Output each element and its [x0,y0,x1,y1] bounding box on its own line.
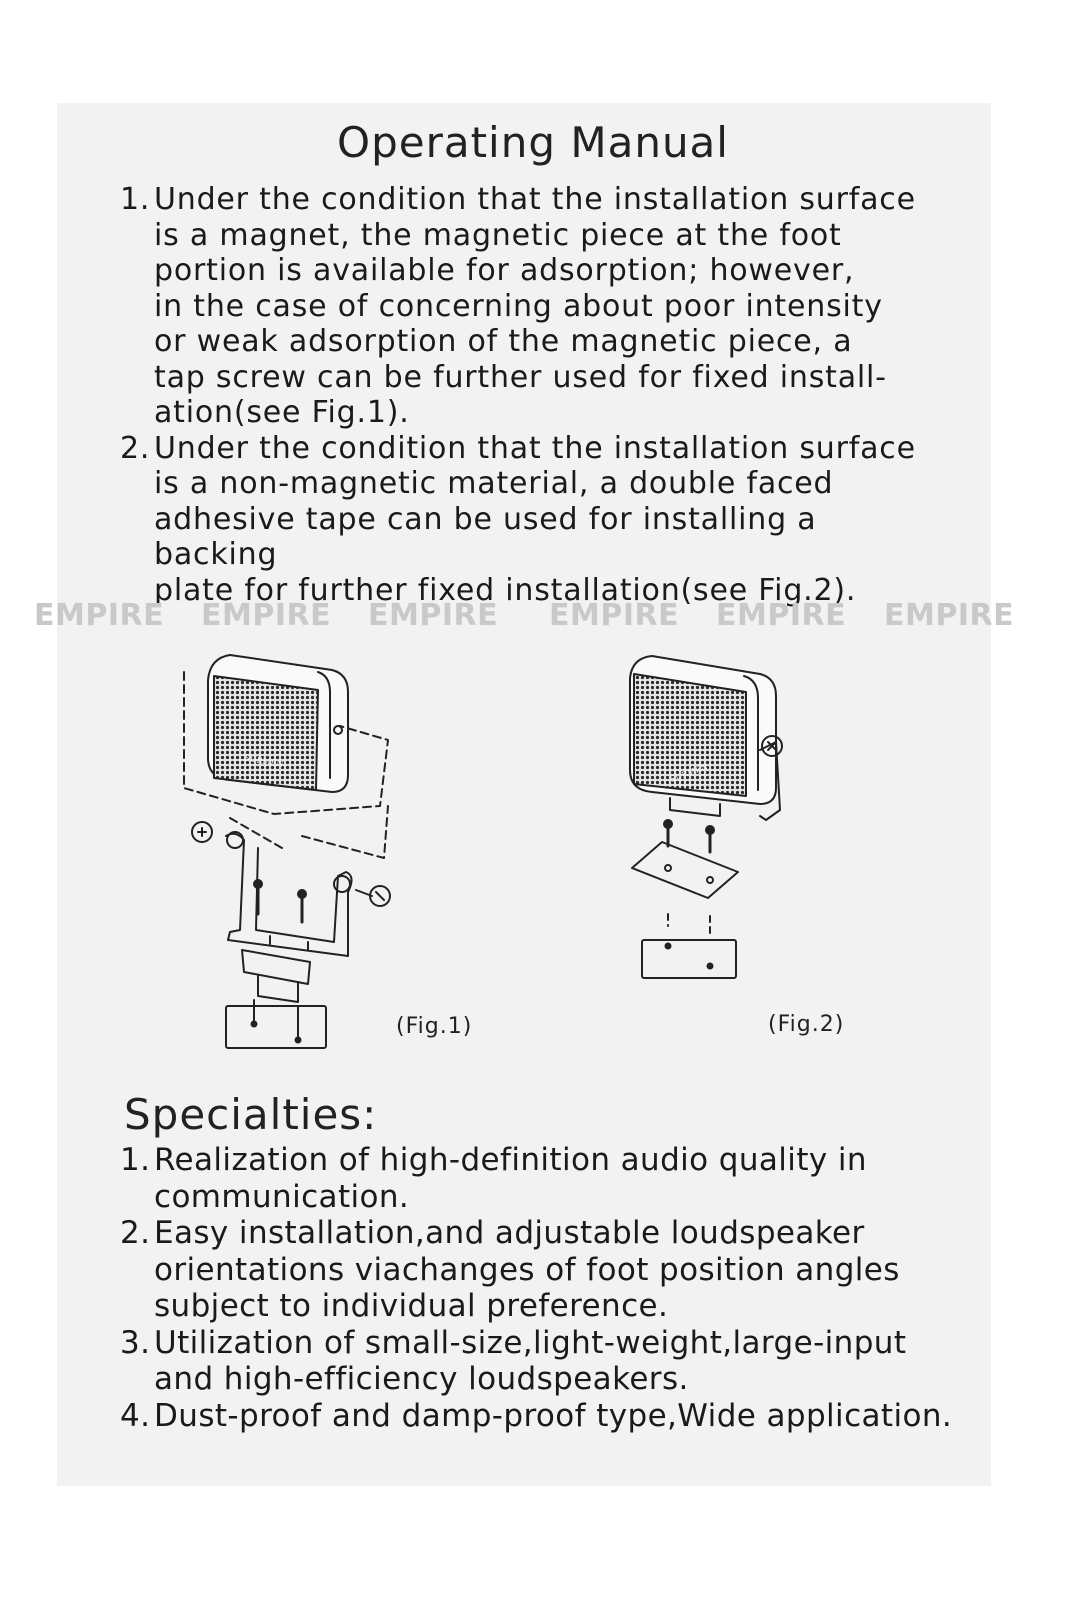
specialties-title: Specialties: [124,1090,378,1139]
specialty-line: Easy installation,and adjustable loudspeaker [154,1215,865,1251]
instruction-line: adhesive tape can be used for installing a backing [154,501,817,572]
specialty-line: Utilization of small-size,light-weight,large-input [154,1324,907,1361]
instruction-line: Under the condition that the installation surface [154,430,916,466]
item-number: 4. [120,1397,151,1434]
operating-instructions-list [120,182,940,608]
specialty-item-1 [120,1142,980,1215]
instruction-line: ation(see Fig.1). [154,395,410,430]
watermark: EMPIRE [201,598,332,633]
specialty-line: Dust-proof and damp-proof type,Wide application. [154,1397,953,1434]
brand-label: SURMEN [669,761,710,784]
instruction-line: or weak adsorption of the magnetic piece, a [154,324,853,359]
specialty-item-3 [120,1325,980,1398]
screw [706,826,714,852]
watermark: EMPIRE [368,598,499,633]
screw [664,820,672,846]
screw [298,890,306,922]
brand-label: SURMEN [243,753,284,769]
speaker-grille [634,674,746,796]
item-number: 3. [120,1324,151,1361]
watermark: EMPIRE [716,598,847,633]
fig1-caption: (Fig.1) [396,1014,473,1039]
fig1-diagram [170,640,410,1060]
item-number: 1. [120,1142,151,1178]
specialty-line: communication. [154,1178,410,1215]
screw [254,880,262,914]
instruction-line: plate for further fixed installation(see Fig.2). [154,572,857,608]
item-number: 2. [120,430,151,466]
fig2-caption: (Fig.2) [768,1012,845,1037]
instruction-item-2 [120,431,940,609]
fig2-diagram [620,650,800,990]
speaker-grille [214,676,318,790]
instruction-line: portion is available for adsorption; however, [154,253,855,288]
instruction-line: tap screw can be further used for fixed install- [154,359,887,395]
specialties-list [120,1142,980,1434]
specialty-line: and high-efficiency loudspeakers. [154,1361,689,1397]
specialty-item-2 [120,1215,980,1325]
watermark: EMPIRE [34,598,165,633]
watermark-row [0,598,1066,638]
specialty-item-4 [120,1398,980,1435]
specialty-line: Realization of high-definition audio quality in [154,1142,867,1178]
instruction-line: in the case of concerning about poor intensity [154,288,883,324]
instruction-line: is a magnet, the magnetic piece at the foot [154,217,842,253]
specialty-line: subject to individual preference. [154,1288,669,1324]
specialty-line: orientations viachanges of foot position angles [154,1251,900,1288]
watermark: EMPIRE [884,598,1015,633]
item-number: 1. [120,182,151,217]
watermark: EMPIRE [549,598,680,633]
instruction-item-1 [120,182,940,431]
item-number: 2. [120,1215,151,1251]
instruction-line: is a non-magnetic material, a double faced [154,466,834,501]
instruction-line: Under the condition that the installation surface [154,182,916,217]
operating-manual-title: Operating Manual [337,118,729,167]
